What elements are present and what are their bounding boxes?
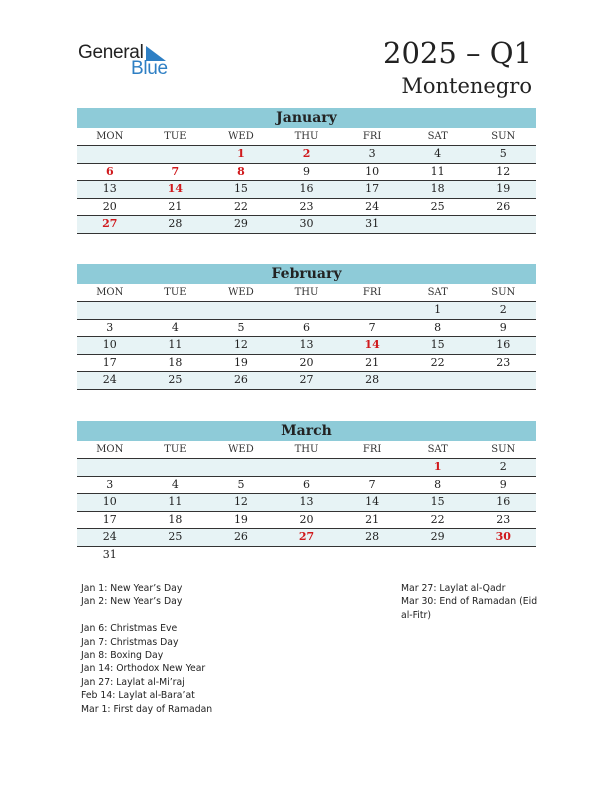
date-cell: 12 (233, 338, 248, 351)
week-row (77, 199, 536, 217)
holiday-list-item: Jan 14: Orthodox New Year (81, 663, 206, 675)
holiday-date-cell: 6 (105, 164, 114, 178)
weekday-label: THU (294, 287, 319, 298)
date-cell: 9 (303, 164, 311, 178)
weekday-label: SAT (427, 444, 448, 455)
date-cell: 21 (168, 199, 183, 213)
date-cell: 18 (430, 182, 445, 195)
month-january (77, 108, 536, 234)
weekday-label: WED (228, 131, 254, 142)
weekday-label: SUN (491, 287, 516, 298)
date-cell: 26 (233, 530, 248, 543)
date-cell: 14 (365, 495, 380, 508)
holiday-list-left (81, 582, 212, 716)
week-row (77, 477, 536, 495)
date-cell: 24 (365, 199, 380, 213)
date-cell: 15 (430, 338, 445, 351)
date-cell: 17 (102, 355, 117, 369)
date-cell: 10 (102, 495, 117, 508)
empty-date-cell (77, 459, 143, 476)
holiday-list-item: Feb 14: Laylat al-Bara’at (81, 690, 195, 702)
date-cell: 20 (299, 355, 314, 369)
empty-date-cell (405, 547, 471, 564)
weekday-label: TUE (164, 131, 187, 142)
holiday-date-cell: 27 (102, 217, 118, 230)
empty-date-cell (339, 547, 405, 564)
holiday-date-cell: 7 (171, 164, 180, 178)
empty-date-cell (470, 547, 536, 564)
date-cell: 16 (496, 338, 511, 351)
date-cell: 22 (233, 199, 248, 213)
date-cell: 28 (365, 530, 380, 543)
date-cell: 26 (233, 373, 248, 386)
date-cell: 25 (168, 373, 183, 386)
weekday-label: MON (96, 287, 124, 298)
empty-date-cell (405, 216, 471, 233)
holiday-list-right (401, 582, 551, 622)
week-row (77, 547, 536, 564)
week-row (77, 146, 536, 164)
week-row (77, 320, 536, 338)
date-cell: 30 (299, 217, 314, 230)
date-cell: 8 (434, 477, 442, 491)
holiday-list-item: Jan 7: Christmas Day (81, 636, 179, 648)
date-cell: 5 (499, 147, 507, 160)
date-cell: 3 (368, 147, 376, 160)
date-cell: 6 (303, 320, 311, 334)
holiday-list-item: Jan 1: New Year’s Day (81, 583, 183, 594)
date-cell: 27 (299, 373, 314, 386)
date-cell: 29 (233, 217, 248, 230)
holiday-date-cell: 14 (167, 182, 184, 195)
weekday-label: SUN (491, 131, 516, 142)
date-cell: 24 (102, 373, 117, 386)
page-title: 2025 – Q1 (383, 36, 532, 70)
date-cell: 17 (365, 182, 380, 195)
weekday-label: SUN (491, 444, 516, 455)
weekday-header-row (77, 284, 536, 302)
date-cell: 13 (299, 495, 314, 508)
date-cell: 9 (499, 477, 507, 491)
date-cell: 4 (434, 147, 442, 160)
date-cell: 17 (102, 512, 117, 526)
holiday-date-cell: 1 (433, 460, 442, 473)
week-row (77, 355, 536, 373)
date-cell: 25 (168, 530, 183, 543)
week-row (77, 512, 536, 530)
empty-date-cell (77, 302, 143, 319)
date-cell: 23 (496, 512, 511, 526)
date-cell: 21 (365, 512, 380, 526)
week-row (77, 372, 536, 390)
week-row (77, 459, 536, 477)
empty-date-cell (143, 547, 209, 564)
date-cell: 16 (496, 495, 511, 508)
date-cell: 22 (430, 512, 445, 526)
holiday-list-item: Mar 27: Laylat al-Qadr (401, 583, 506, 594)
weekday-label: WED (228, 444, 254, 455)
holiday-date-cell: 1 (237, 147, 245, 160)
date-cell: 11 (168, 338, 183, 351)
date-cell: 13 (102, 182, 117, 195)
holiday-list-item: Mar 1: First day of Ramadan (81, 703, 213, 715)
weekday-header-row (77, 441, 536, 459)
weekday-label: TUE (164, 287, 187, 298)
date-cell: 7 (368, 477, 376, 491)
holiday-date-cell: 8 (237, 164, 245, 178)
empty-date-cell (208, 547, 274, 564)
empty-date-cell (339, 459, 405, 476)
weekday-label: FRI (362, 131, 382, 142)
date-cell: 9 (499, 320, 507, 334)
weekday-label: THU (294, 444, 319, 455)
date-cell: 2 (499, 460, 507, 473)
date-cell: 3 (106, 477, 114, 491)
date-cell: 7 (368, 320, 376, 334)
date-cell: 8 (434, 320, 442, 334)
weekday-label: SAT (427, 287, 448, 298)
date-cell: 15 (233, 182, 248, 195)
date-cell: 26 (496, 199, 511, 213)
date-cell: 3 (106, 320, 114, 334)
generalblue-logo (78, 42, 178, 82)
date-cell: 20 (102, 199, 117, 213)
empty-date-cell (274, 459, 340, 476)
date-cell: 2 (499, 303, 507, 316)
empty-date-cell (470, 216, 536, 233)
week-row (77, 337, 536, 355)
logo-text-blue: Blue (131, 58, 168, 79)
holiday-list-item: Jan 6: Christmas Eve (81, 623, 178, 635)
date-cell: 4 (171, 477, 179, 491)
week-row (77, 494, 536, 512)
weekday-label: WED (228, 287, 254, 298)
weekday-label: FRI (362, 287, 382, 298)
empty-date-cell (274, 547, 340, 564)
weekday-label: THU (294, 131, 319, 142)
holiday-list-item: Jan 8: Boxing Day (81, 650, 164, 662)
month-title: March (77, 421, 536, 441)
date-cell: 10 (365, 164, 380, 178)
week-row (77, 529, 536, 547)
date-cell: 6 (303, 477, 311, 491)
empty-date-cell (405, 372, 471, 389)
month-february (77, 264, 536, 390)
date-cell: 5 (237, 320, 245, 334)
holiday-date-cell: 2 (302, 147, 311, 160)
date-cell: 1 (434, 303, 442, 316)
holiday-list-spacer (81, 609, 212, 622)
date-cell: 19 (233, 355, 248, 369)
date-cell: 11 (430, 164, 445, 178)
date-cell: 31 (365, 217, 380, 230)
holiday-list-item: Mar 30: End of Ramadan (Eid al-Fitr) (401, 596, 538, 621)
weekday-label: FRI (362, 444, 382, 455)
date-cell: 12 (496, 164, 511, 178)
weekday-label: MON (96, 131, 124, 142)
date-cell: 23 (299, 199, 314, 213)
date-cell: 24 (102, 530, 117, 543)
weekday-header-row (77, 128, 536, 146)
empty-date-cell (339, 302, 405, 319)
date-cell: 31 (102, 547, 117, 561)
holiday-list-item: Jan 27: Laylat al-Mi’raj (81, 676, 185, 688)
date-cell: 12 (233, 495, 248, 508)
date-cell: 11 (168, 495, 183, 508)
date-cell: 4 (171, 320, 179, 334)
empty-date-cell (274, 302, 340, 319)
empty-date-cell (77, 146, 143, 163)
holiday-list-item: Jan 2: New Year’s Day (81, 596, 183, 608)
date-cell: 18 (168, 512, 183, 526)
week-row (77, 302, 536, 320)
date-cell: 21 (365, 355, 380, 369)
date-cell: 20 (299, 512, 314, 526)
empty-date-cell (470, 372, 536, 389)
holiday-date-cell: 27 (298, 530, 315, 543)
date-cell: 10 (102, 338, 117, 351)
date-cell: 19 (496, 182, 511, 195)
date-cell: 19 (233, 512, 248, 526)
month-title: February (77, 264, 536, 284)
week-row (77, 181, 536, 199)
empty-date-cell (143, 302, 209, 319)
date-cell: 22 (430, 355, 445, 369)
country-name: Montenegro (401, 74, 532, 98)
empty-date-cell (208, 459, 274, 476)
date-cell: 29 (430, 530, 445, 543)
weekday-label: MON (96, 444, 124, 455)
date-cell: 23 (496, 355, 511, 369)
weekday-label: TUE (164, 444, 187, 455)
logo-text-general: General (78, 42, 144, 63)
week-row (77, 164, 536, 182)
date-cell: 25 (430, 199, 445, 213)
date-cell: 16 (299, 182, 314, 195)
holiday-date-cell: 14 (364, 338, 380, 351)
date-cell: 13 (299, 338, 314, 351)
holiday-date-cell: 30 (495, 530, 511, 543)
date-cell: 18 (168, 355, 183, 369)
weekday-label: SAT (427, 131, 448, 142)
date-cell: 15 (430, 495, 445, 508)
date-cell: 28 (168, 217, 183, 230)
month-title: January (77, 108, 536, 128)
empty-date-cell (208, 302, 274, 319)
date-cell: 28 (365, 373, 380, 386)
month-march (77, 421, 536, 563)
empty-date-cell (143, 146, 209, 163)
week-row (77, 216, 536, 234)
date-cell: 5 (237, 477, 245, 491)
empty-date-cell (143, 459, 209, 476)
